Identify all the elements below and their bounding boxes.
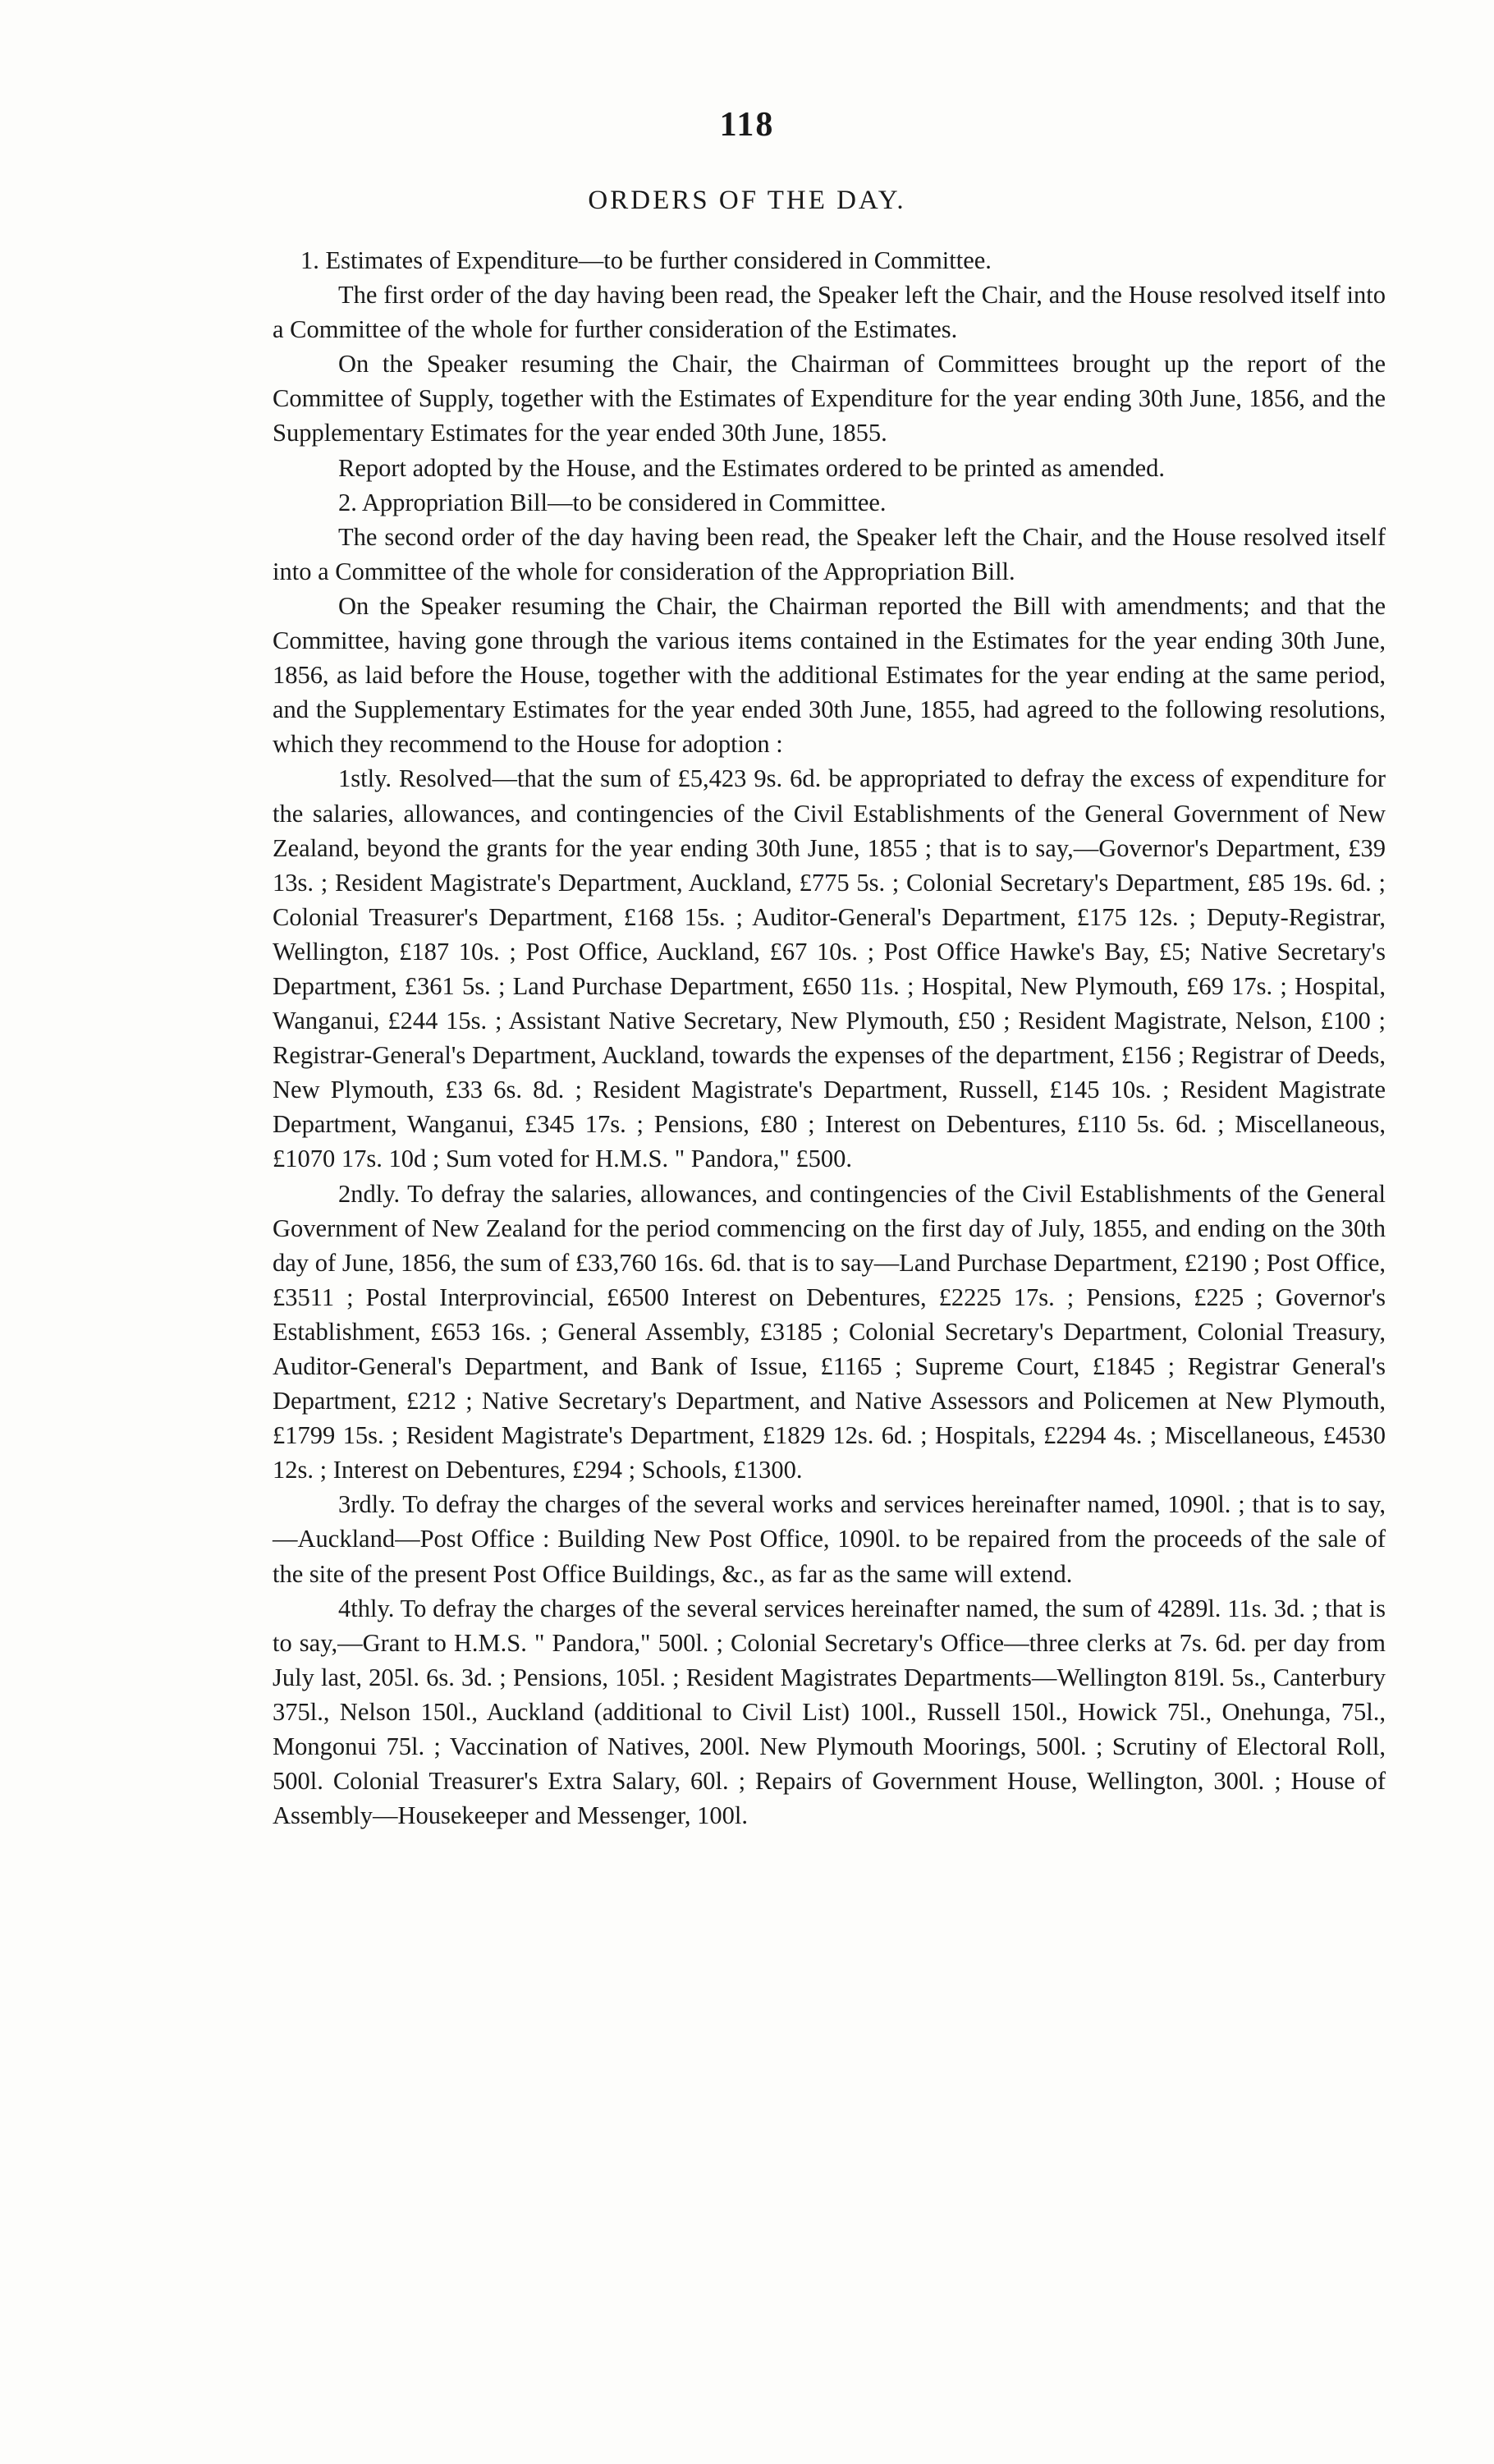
- paragraph-report-adopted: Report adopted by the House, and the Estimates ordered to be printed as amended.: [338, 453, 1166, 482]
- body-text: [273, 243, 1386, 1833]
- page-number: 118: [719, 106, 775, 144]
- order-item-1-title: 1. Estimates of Expenditure—to be further considered in Committee.: [300, 246, 992, 274]
- order-item-2-title: 2. Appropriation Bill—to be considered in Committee.: [338, 488, 887, 516]
- resolution-first: 1stly. Resolved—that the sum of £5,423 9s. 6d. be appropriated to defray the excess of expenditure for the salaries, allowances, and contingencies of the Civil Establishments of the General Government of New Zealand, beyond the grants for the year ending 30th June, 1855 ; that is to say,—Governor's Department, £39 13s. ; Resident Magistrate's Department, Auckland, £775 5s. ; Colonial Secretary's Department, £85 19s. 6d. ; Colonial Treasurer's Department, £168 15s. ; Auditor-General's Department, £175 12s. ; Deputy-Registrar, Wellington, £187 10s. ; Post Office, Auckland, £67 10s. ; Post Office Hawke's Bay, £5; Native Secretary's Department, £361 5s. ; Land Purchase Department, £650 11s. ; Hospital, New Plymouth, £69 17s. ; Hospital, Wanganui, £244 15s. ; Assistant Native Secretary, New Plymouth, £50 ; Resident Magistrate, Nelson, £100 ; Registrar-General's Department, Auckland, towards the expenses of the department, £156 ; Registrar of Deeds, New Plymouth, £33 6s. 8d. ; Resident Magistrate's Department, Russell, £145 10s. ; Resident Magistrate Department, Wanganui, £345 17s. ; Pensions, £80 ; Interest on Debentures, £110 5s. 6d. ; Miscellaneous, £1070 17s. 10d ; Sum voted for H.M.S. " Pandora," £500.: [273, 764, 1386, 1173]
- section-heading: ORDERS OF THE DAY.: [588, 186, 906, 215]
- paragraph-order-read: The first order of the day having been read, the Speaker left the Chair, and the House resolved itself into a Committee of the whole for further consideration of the Estimates.: [273, 281, 1386, 344]
- resolution-fourth: 4thly. To defray the charges of the several services hereinafter named, the sum of 4289l. 11s. 3d. ; that is to say,—Grant to H.M.S. " Pandora," 500l. ; Colonial Secretary's Office—three clerks at 7s. 6d. per day from July last, 205l. 6s. 3d. ; Pensions, 105l. ; Resident Magistrates Departments—Wellington 819l. 5s., Canterbury 375l., Nelson 150l., Auckland (additional to Civil List) 100l., Russell 150l., Howick 75l., Onehunga, 75l., Mongonui 75l. ; Vaccination of Natives, 200l. New Plymouth Moorings, 500l. ; Scrutiny of Electoral Roll, 500l. Colonial Treasurer's Extra Salary, 60l. ; Repairs of Government House, Wellington, 300l. ; House of Assembly—Housekeeper and Messenger, 100l.: [273, 1594, 1386, 1830]
- resolution-third: 3rdly. To defray the charges of the several works and services hereinafter named, 1090l. ; that is to say,—Auckland—Post Office : Building New Post Office, 1090l. to be repaired from the proceeds of the sale of the site of the present Post Office Buildings, &c., as far as the same will extend.: [273, 1490, 1386, 1588]
- resolution-second: 2ndly. To defray the salaries, allowances, and contingencies of the Civil Establishments of the General Government of New Zealand for the period commencing on the first day of July, 1855, and ending on the 30th day of June, 1856, the sum of £33,760 16s. 6d. that is to say—Land Purchase Department, £2190 ; Post Office, £3511 ; Postal Interprovincial, £6500 Interest on Debentures, £2225 17s. ; Pensions, £225 ; Governor's Establishment, £653 16s. ; General Assembly, £3185 ; Colonial Secretary's Department, Colonial Treasury, Auditor-General's Department, and Bank of Issue, £1165 ; Supreme Court, £1845 ; Registrar General's Department, £212 ; Native Secretary's Department, and Native Assessors and Policemen at New Plymouth, £1799 15s. ; Resident Magistrate's Department, £1829 12s. 6d. ; Hospitals, £2294 4s. ; Miscellaneous, £4530 12s. ; Interest on Debentures, £294 ; Schools, £1300.: [273, 1179, 1386, 1484]
- paragraph-second-order-read: The second order of the day having been read, the Speaker left the Chair, and the House resolved itself into a Committee of the whole for consideration of the Appropriation Bill.: [273, 522, 1386, 585]
- paragraph-bill-reported: On the Speaker resuming the Chair, the Chairman reported the Bill with amendments; and that the Committee, having gone through the various items contained in the Estimates for the year ending 30th June, 1856, as laid before the House, together with the additional Estimates for the year ending at the same period, and the Supplementary Estimates for the year ended 30th June, 1855, had agreed to the following resolutions, which they recommend to the House for adoption :: [273, 591, 1386, 759]
- paragraph-report-brought-up: On the Speaker resuming the Chair, the Chairman of Committees brought up the report of the Committee of Supply, together with the Estimates of Expenditure for the year ending 30th June, 1856, and the Supplementary Estimates for the year ended 30th June, 1855.: [273, 350, 1386, 447]
